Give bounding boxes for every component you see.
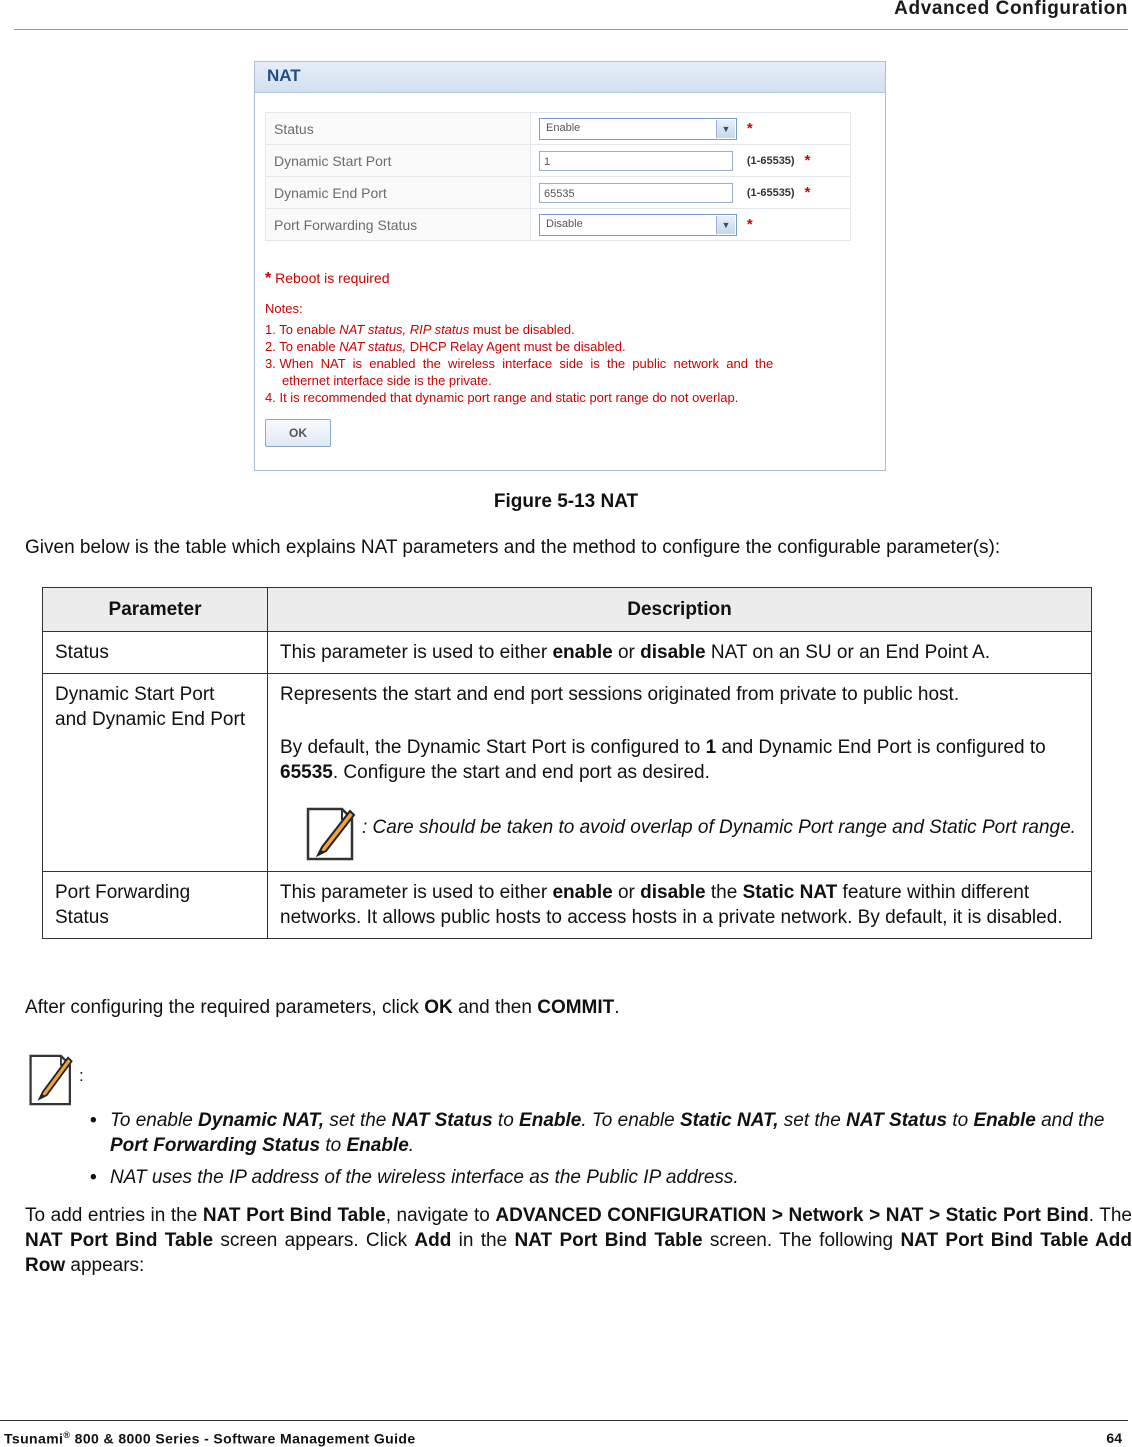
page-number: 64: [1106, 1430, 1122, 1446]
note-1-em: NAT status, RIP status: [339, 322, 470, 337]
status-select-value: Enable: [546, 121, 581, 134]
table-row: [43, 632, 1092, 674]
after-bold: COMMIT: [537, 997, 615, 1018]
note-text: : Care should be taken to avoid overlap of Dynamic Port range and Static Port range.: [362, 817, 1076, 838]
param-pfs-line2: Status: [55, 907, 109, 928]
desc-ports-p2: [280, 735, 1079, 785]
table-row: [43, 872, 1092, 939]
reboot-note: [265, 270, 390, 288]
bullet-text: .: [408, 1135, 415, 1156]
header-title: Advanced Configuration: [894, 0, 1128, 19]
spacer: [280, 707, 1079, 735]
nat-row-start-port: [266, 145, 851, 177]
chevron-down-icon: ▼: [716, 120, 735, 138]
desc-bold: 1: [705, 737, 717, 758]
desc-bold: enable: [552, 882, 613, 903]
p3-text: To add entries in the: [25, 1205, 203, 1226]
bullet-bold: Dynamic NAT,: [198, 1110, 325, 1131]
desc-bold: disable: [640, 882, 706, 903]
ok-button[interactable]: OK: [265, 419, 331, 447]
desc-text: and Dynamic End Port is configured to: [716, 737, 1046, 758]
note-4: 4. It is recommended that dynamic port range and static port range do not overlap.: [265, 390, 739, 405]
bullet-text: to: [320, 1135, 347, 1156]
param-ports-line2: and Dynamic End Port: [55, 709, 246, 730]
start-port-input[interactable]: 1: [539, 151, 733, 171]
desc-bold: Static NAT: [742, 882, 838, 903]
pencil-note-icon: [302, 805, 358, 863]
end-port-label: Dynamic End Port: [266, 177, 531, 209]
footer-brand: Tsunami: [4, 1430, 64, 1447]
note-bullets: [90, 1108, 1130, 1197]
port-bind-paragraph: [25, 1203, 1132, 1278]
header-description: Description: [268, 588, 1092, 632]
header-parameter: Parameter: [43, 588, 268, 632]
port-forwarding-select[interactable]: [539, 214, 737, 236]
pencil-note-icon: [27, 1050, 77, 1110]
required-star: *: [746, 120, 753, 137]
list-item: [90, 1108, 1130, 1158]
note-2: [265, 338, 855, 355]
desc-bold: disable: [640, 642, 706, 663]
desc-ports-p1: Represents the start and end port sessions originated from private to public host.: [280, 684, 960, 705]
desc-bold: 65535: [280, 762, 333, 783]
bullet-bold: NAT Status: [846, 1110, 948, 1131]
desc-status: [268, 632, 1092, 674]
after-bold: OK: [424, 997, 453, 1018]
after-text: and then: [452, 997, 538, 1018]
end-port-input[interactable]: 65535: [539, 183, 733, 203]
param-status: Status: [43, 632, 268, 674]
bullet-text: and the: [1035, 1110, 1105, 1131]
desc-text: or: [612, 642, 641, 663]
nat-titlebar: [255, 62, 885, 93]
footer-rest: 800 & 8000 Series - Software Management Guide: [70, 1430, 416, 1447]
param-port-forwarding: [43, 872, 268, 939]
start-port-cell: [531, 145, 851, 177]
end-port-range: (1-65535): [746, 186, 795, 199]
end-port-cell: [531, 177, 851, 209]
desc-bold: enable: [552, 642, 613, 663]
status-cell: [531, 113, 851, 145]
bullet-bold: Enable: [973, 1110, 1036, 1131]
bullet-bold: Enable: [519, 1110, 582, 1131]
nat-form: [265, 112, 851, 241]
desc-text: This parameter is used to either: [280, 642, 553, 663]
param-pfs-line1: Port Forwarding: [55, 882, 191, 903]
notes-heading: Notes:: [265, 301, 303, 316]
port-forwarding-cell: [531, 209, 851, 241]
nat-row-end-port: [266, 177, 851, 209]
nat-notes: [265, 300, 855, 406]
bullet-text: . To enable: [581, 1110, 680, 1131]
status-label: Status: [266, 113, 531, 145]
p3-bold: NAT Port Bind Table Add Row: [25, 1230, 1132, 1276]
note-3b: ethernet interface side is the private.: [282, 373, 492, 388]
nat-title: NAT: [267, 66, 301, 85]
required-star: *: [804, 152, 811, 169]
bullet-text: set the: [324, 1110, 392, 1131]
p3-bold: NAT Port Bind Table: [514, 1230, 703, 1251]
reboot-text: Reboot is required: [275, 270, 390, 286]
p3-bold: NAT Port Bind Table: [25, 1230, 214, 1251]
bullet-bold: NAT Status: [391, 1110, 493, 1131]
nat-screenshot: [254, 61, 886, 471]
bullet-bold: Enable: [346, 1135, 409, 1156]
port-forwarding-select-value: Disable: [546, 217, 583, 230]
desc-port-forwarding: [268, 872, 1092, 939]
param-ports-line1: Dynamic Start Port: [55, 684, 215, 705]
desc-text: This parameter is used to either: [280, 882, 553, 903]
p3-text: in the: [451, 1230, 515, 1251]
p3-bold: Add: [414, 1230, 452, 1251]
header-rule: [14, 29, 1128, 30]
start-port-range: (1-65535): [746, 154, 795, 167]
note-2-pre: 2. To enable: [265, 339, 340, 354]
p3-text: screen appears. Click: [213, 1230, 415, 1251]
note-block: [27, 1050, 84, 1116]
desc-text: the: [705, 882, 743, 903]
p3-text: . The: [1088, 1205, 1132, 1226]
p3-bold: NAT Port Bind Table: [202, 1205, 386, 1226]
list-item: • NAT uses the IP address of the wireless interface as the Public IP address.: [90, 1165, 1130, 1190]
p3-text: screen. The following: [702, 1230, 901, 1251]
after-paragraph: [25, 997, 620, 1019]
nat-row-status: [266, 113, 851, 145]
bullet-bold: Port Forwarding Status: [110, 1135, 321, 1156]
figure-caption: Figure 5-13 NAT: [493, 491, 639, 512]
p3-text: , navigate to: [385, 1205, 496, 1226]
required-star: *: [265, 270, 272, 287]
footer-title: [4, 1430, 416, 1447]
bullet-text: To enable: [110, 1110, 199, 1131]
desc-text: feature within different networks. It allows public hosts to access hosts in a private network. By default, it is disabled.: [280, 882, 1063, 928]
after-text: After configuring the required parameters, click: [25, 997, 425, 1018]
desc-text: NAT on an SU or an End Point A.: [705, 642, 991, 663]
bullet-text: to: [947, 1110, 974, 1131]
note-1-post: must be disabled.: [469, 322, 575, 337]
footer-rule: [0, 1420, 1128, 1421]
note-1: [265, 321, 855, 338]
port-forwarding-label: Port Forwarding Status: [266, 209, 531, 241]
status-select[interactable]: [539, 118, 737, 140]
p3-bold: ADVANCED CONFIGURATION > Network > NAT > Static Port Bind: [495, 1205, 1089, 1226]
note-2-post: DHCP Relay Agent must be disabled.: [406, 339, 626, 354]
bullet-text: to: [492, 1110, 520, 1131]
start-port-label: Dynamic Start Port: [266, 145, 531, 177]
desc-text: . Configure the start and end port as desired.: [332, 762, 710, 783]
desc-text: By default, the Dynamic Start Port is configured to: [280, 737, 706, 758]
note-2-em: NAT status,: [339, 339, 407, 354]
param-ports: [43, 674, 268, 872]
required-star: *: [746, 216, 753, 233]
intro-paragraph: Given below is the table which explains NAT parameters and the method to configure the configurable parameter(s):: [25, 537, 1001, 558]
desc-text: or: [612, 882, 641, 903]
p3-text: appears:: [65, 1255, 145, 1276]
table-header-row: [43, 588, 1092, 632]
footer-reg: ®: [63, 1430, 71, 1440]
bullet-text: set the: [778, 1110, 847, 1131]
desc-ports: [268, 674, 1092, 872]
note-1-pre: 1. To enable: [265, 322, 340, 337]
note-colon: :: [79, 1066, 84, 1085]
required-star: *: [804, 184, 811, 201]
nat-row-port-forwarding: [266, 209, 851, 241]
bullet-bold: Static NAT,: [679, 1110, 779, 1131]
note-box: [302, 805, 1079, 863]
table-row: [43, 674, 1092, 872]
parameter-table: [42, 587, 1092, 939]
note-3a: 3. When NAT is enabled the wireless interface side is the public network and the: [265, 356, 774, 371]
after-text: .: [614, 997, 620, 1018]
chevron-down-icon: ▼: [716, 216, 735, 234]
